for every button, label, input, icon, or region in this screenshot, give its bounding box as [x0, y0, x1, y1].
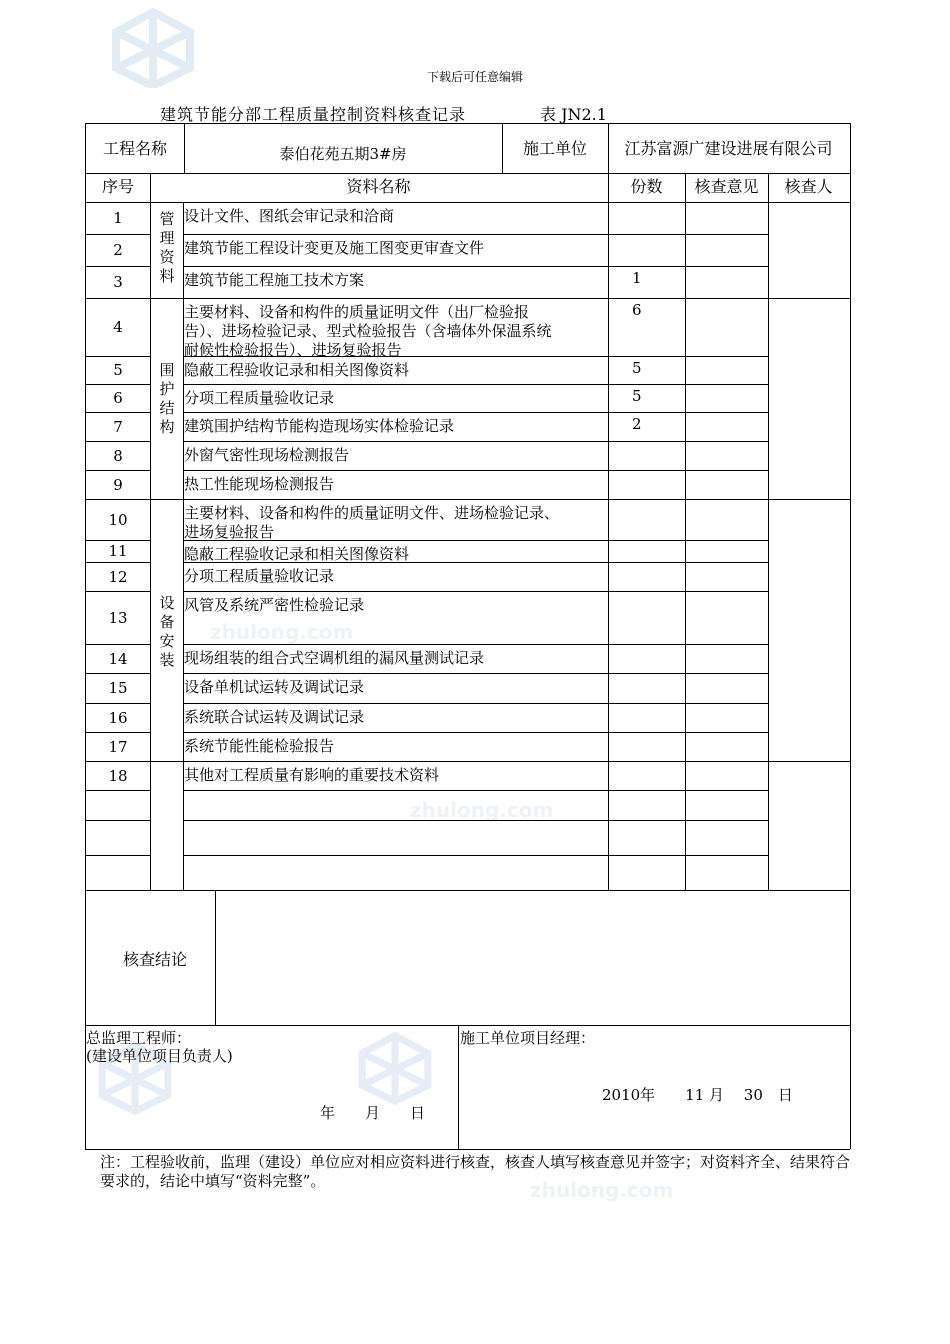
- grid-line: [183, 644, 768, 645]
- grid-line: [85, 855, 150, 856]
- row-number: 14: [108, 650, 128, 668]
- grid-line: [183, 673, 768, 674]
- row-doc-name: 建筑节能工程施工技术方案: [184, 271, 365, 289]
- grid-line: [85, 499, 850, 500]
- row-doc-name: 其他对工程质量有影响的重要技术资料: [184, 766, 440, 784]
- grid-line: [85, 441, 150, 442]
- row-doc-name: 告）、进场检验记录、型式检验报告（含墙体外保温系统: [184, 322, 552, 340]
- project-name-label: 工程名称: [102, 139, 167, 158]
- row-number: 7: [113, 418, 123, 436]
- grid-line: [85, 890, 850, 891]
- grid-line: [183, 266, 768, 267]
- footnote: 注：工程验收前，监理（建设）单位应对相应资料进行核查，核查人填写核查意见并签字；对资料齐全、结果符合要求的，结论中填写“资料完整”。: [100, 1153, 851, 1190]
- row-doc-name: 热工性能现场检测报告: [184, 475, 335, 493]
- grid-line: [85, 540, 150, 541]
- page-title: 建筑节能分部工程质量控制资料核查记录: [160, 105, 467, 124]
- column-header-opinion: 核查意见: [694, 177, 759, 196]
- group-label-envelope: 围 护 结 构: [159, 361, 175, 436]
- grid-line: [85, 470, 150, 471]
- row-doc-name: 分项工程质量验收记录: [184, 567, 335, 585]
- row-number: 6: [113, 389, 123, 407]
- row-doc-name: 现场组装的组合式空调机组的漏风量测试记录: [184, 649, 485, 667]
- grid-line: [85, 1025, 850, 1026]
- grid-line: [85, 562, 150, 563]
- column-header-copies: 份数: [630, 177, 663, 196]
- column-header-doc-name: 资料名称: [346, 177, 411, 196]
- grid-line: [85, 356, 150, 357]
- row-number: 5: [113, 361, 123, 379]
- grid-line: [85, 790, 150, 791]
- row-number: 3: [113, 273, 123, 291]
- grid-line: [85, 298, 850, 299]
- row-number: 4: [113, 318, 123, 336]
- row-doc-name: 建筑围护结构节能构造现场实体检验记录: [184, 417, 455, 435]
- contractor-value: 江苏富源广建设进展有限公司: [624, 139, 833, 158]
- group-label-management: 管 理 资 料: [159, 210, 175, 285]
- row-number: 10: [108, 511, 128, 529]
- row-copies: 6: [632, 301, 642, 319]
- row-doc-name: 进场复验报告: [184, 523, 275, 541]
- row-doc-name: 设备单机试运转及调试记录: [184, 678, 365, 696]
- row-number: 11: [108, 542, 128, 560]
- grid-line: [183, 234, 768, 235]
- grid-line: [85, 384, 150, 385]
- grid-line: [85, 591, 150, 592]
- row-doc-name: 设计文件、图纸会审记录和洽商: [184, 207, 395, 225]
- row-doc-name: 主要材料、设备和构件的质量证明文件（出厂检验报: [184, 303, 530, 321]
- column-header-seq: 序号: [101, 177, 134, 196]
- group-label-equipment: 设 备 安 装: [159, 594, 175, 669]
- grid-line: [85, 644, 150, 645]
- supervisor-label: 总监理工程师：: [86, 1029, 192, 1047]
- left-date: 年 月 日: [320, 1104, 426, 1122]
- grid-line: [183, 790, 768, 791]
- project-name-value: 泰伯花苑五期3#房: [279, 145, 407, 163]
- top-note: 下载后可任意编辑: [426, 70, 523, 84]
- grid-line: [183, 703, 768, 704]
- grid-line: [768, 173, 769, 890]
- grid-line: [685, 173, 686, 890]
- row-number: 18: [108, 767, 128, 785]
- grid-line: [85, 703, 150, 704]
- grid-line: [183, 732, 768, 733]
- row-doc-name: 隐蔽工程验收记录和相关图像资料: [184, 545, 410, 563]
- grid-line: [608, 173, 609, 890]
- row-number: 8: [113, 447, 123, 465]
- table-number: 表 JN2.1: [540, 105, 607, 124]
- grid-line: [183, 412, 768, 413]
- grid-line: [150, 173, 151, 890]
- row-doc-name: 主要材料、设备和构件的质量证明文件、进场检验记录、: [184, 504, 560, 522]
- row-number: 1: [113, 209, 123, 227]
- pm-label: 施工单位项目经理：: [460, 1029, 596, 1047]
- contractor-label: 施工单位: [522, 139, 587, 158]
- grid-line: [850, 123, 851, 1149]
- row-doc-name: 分项工程质量验收记录: [184, 389, 335, 407]
- watermark-text: zhulong.com: [530, 1178, 674, 1202]
- row-number: 2: [113, 241, 123, 259]
- row-doc-name: 隐蔽工程验收记录和相关图像资料: [184, 361, 410, 379]
- grid-line: [85, 732, 150, 733]
- row-number: 15: [108, 679, 128, 697]
- row-number: 13: [108, 609, 128, 627]
- grid-line: [85, 412, 150, 413]
- grid-line: [85, 123, 850, 124]
- grid-line: [85, 173, 850, 174]
- owner-label: (建设单位项目负责人): [86, 1047, 233, 1065]
- grid-line: [183, 470, 768, 471]
- row-number: 16: [108, 709, 128, 727]
- row-number: 9: [113, 476, 123, 494]
- row-copies: 5: [632, 359, 642, 377]
- grid-line: [85, 1149, 850, 1150]
- snowflake-watermark-icon: [355, 1030, 435, 1105]
- grid-line: [85, 266, 150, 267]
- grid-line: [85, 820, 150, 821]
- row-doc-name: 系统节能性能检验报告: [184, 737, 335, 755]
- watermark-text: zhulong.com: [410, 798, 554, 822]
- column-header-checker: 核查人: [784, 177, 833, 196]
- watermark-text: zhulong.com: [210, 620, 354, 644]
- row-copies: 2: [632, 415, 642, 433]
- grid-line: [85, 234, 150, 235]
- conclusion-label: 核查结论: [122, 950, 187, 969]
- row-number: 12: [108, 568, 128, 586]
- row-doc-name: 外窗气密性现场检测报告: [184, 446, 350, 464]
- grid-line: [85, 673, 150, 674]
- grid-line: [85, 202, 850, 203]
- row-number: 17: [108, 738, 128, 756]
- right-date: 2010年 11 月 30 日: [602, 1086, 793, 1104]
- row-doc-name: 耐候性检验报告）、进场复验报告: [184, 341, 402, 359]
- grid-line: [183, 384, 768, 385]
- grid-line: [183, 855, 768, 856]
- row-doc-name: 风管及系统严密性检验记录: [184, 596, 365, 614]
- grid-line: [183, 820, 768, 821]
- row-doc-name: 系统联合试运转及调试记录: [184, 708, 365, 726]
- grid-line: [183, 591, 768, 592]
- row-copies: 1: [632, 269, 642, 287]
- grid-line: [183, 441, 768, 442]
- row-copies: 5: [632, 387, 642, 405]
- grid-line: [85, 761, 850, 762]
- row-doc-name: 建筑节能工程设计变更及施工图变更审查文件: [184, 239, 485, 257]
- grid-line: [458, 1025, 459, 1149]
